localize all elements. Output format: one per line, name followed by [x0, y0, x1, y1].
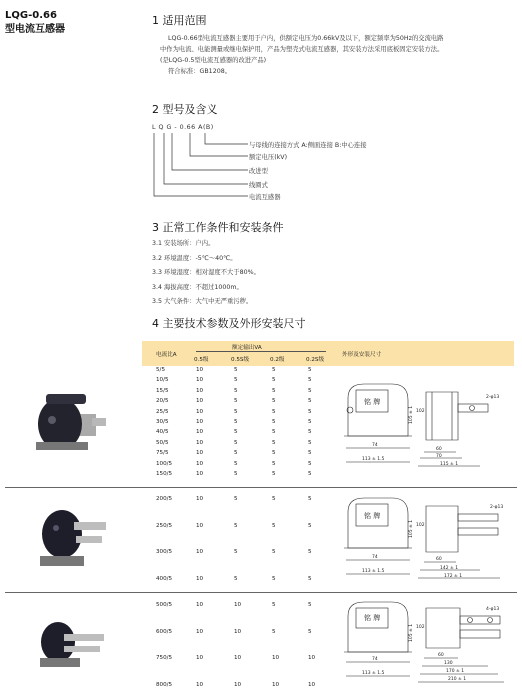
group-divider — [5, 592, 517, 593]
output-cell: 10 — [234, 655, 242, 662]
output-cell: 5 — [308, 460, 312, 467]
output-cell: 10 — [196, 439, 204, 446]
dim-width-d: 115 ± 1 — [440, 462, 459, 467]
coil-body — [41, 622, 75, 662]
dimension-drawing-1 — [340, 378, 518, 472]
output-cell: 10 — [196, 408, 204, 415]
output-cell: 5 — [308, 522, 312, 529]
dim-hole: 4-φ13 — [486, 607, 500, 612]
ratio-cell: 400/5 — [156, 575, 173, 582]
base-plate — [40, 658, 80, 667]
output-cell: 5 — [234, 450, 238, 457]
ratio-cell: 250/5 — [156, 522, 173, 529]
dim-width-d: 170 ± 1 — [446, 669, 465, 674]
output-cell: 5 — [308, 408, 312, 415]
ratio-cell: 75/5 — [156, 450, 169, 457]
hole-icon — [488, 618, 493, 623]
ratio-cell: 150/5 — [156, 471, 173, 477]
output-cell: 5 — [234, 496, 238, 502]
dim-height: 102 — [416, 409, 425, 414]
output-cell: 5 — [308, 367, 312, 373]
section-1-line: 中作为电流、电能测量或继电保护用，产品为塑壳式电流互感器，其安装方法采用底板固定安装方法。 — [160, 46, 444, 53]
product-photo-2 — [28, 498, 112, 578]
front-outline — [348, 384, 408, 436]
ratio-cell: 600/5 — [156, 628, 173, 635]
leader-voltage — [190, 133, 248, 156]
ratio-cell: 500/5 — [156, 602, 173, 608]
output-cell: 5 — [272, 408, 276, 415]
output-cell: 10 — [234, 602, 242, 608]
ratio-cell: 15/5 — [156, 387, 169, 394]
product-model: LQG-0.66 — [5, 10, 57, 21]
top-bar — [46, 394, 86, 404]
output-cell: 10 — [196, 398, 204, 405]
output-cell: 5 — [272, 387, 276, 394]
output-cell: 5 — [234, 460, 238, 467]
ratio-cell: 5/5 — [156, 367, 166, 373]
dim-width-total: 113 ± 1.5 — [362, 569, 385, 574]
section-1-title: 1 适用范围 — [152, 14, 207, 27]
dim-height: 102 — [416, 523, 425, 528]
terminal-outline — [460, 616, 500, 624]
section-1-body — [160, 33, 520, 77]
output-cell: 5 — [234, 377, 238, 384]
terminal-outline — [458, 528, 498, 535]
condition-item: 3.3 环境湿度：相对湿度不大于80%。 — [152, 269, 260, 276]
ratio-cell: 100/5 — [156, 460, 173, 467]
dim-width-d: 172 ± 1 — [444, 574, 463, 579]
copper-bar — [76, 536, 102, 543]
output-cell: 10 — [196, 602, 204, 608]
terminal-outline — [458, 404, 488, 412]
dimension-drawing-2 — [340, 494, 518, 582]
header-rated-output: 额定输出VA — [232, 345, 262, 351]
output-cell: 5 — [272, 471, 276, 477]
front-outline — [348, 498, 408, 548]
output-cell: 10 — [196, 367, 204, 373]
output-cell: 5 — [308, 575, 312, 582]
output-cell: 10 — [196, 496, 204, 502]
dim-width-b: 60 — [438, 653, 444, 658]
dim-height-total: 105 ± 1 — [409, 519, 414, 538]
dim-height: 102 — [416, 625, 425, 630]
ratio-cell: 50/5 — [156, 439, 169, 446]
dim-width-a: 74 — [372, 657, 378, 662]
ratio-cell: 30/5 — [156, 419, 169, 425]
code-label-voltage: 额定电压(kV) — [249, 154, 288, 161]
leader-improved — [172, 133, 248, 170]
output-cell: 5 — [272, 419, 276, 425]
ratio-cell: 25/5 — [156, 408, 169, 415]
output-cell: 10 — [196, 387, 204, 394]
output-cell: 5 — [272, 602, 276, 608]
dim-width-c: 70 — [436, 454, 442, 459]
output-cell: 5 — [308, 439, 312, 446]
section-1-line: (是LQG-0.5型电流互感器的改进产品) — [160, 57, 267, 64]
terminal-screw — [48, 416, 56, 424]
leader-coil — [164, 133, 248, 184]
output-cell: 5 — [308, 398, 312, 405]
header-ratio: 电流比A — [156, 352, 177, 358]
output-cell: 10 — [196, 575, 204, 582]
output-cell: 5 — [234, 471, 238, 477]
base-plate — [40, 556, 84, 566]
nameplate-label: 铭 牌 — [364, 512, 381, 520]
output-cell: 5 — [272, 450, 276, 457]
side-outline — [426, 506, 458, 552]
dim-width-c: 142 ± 1 — [440, 566, 459, 571]
dim-height-total: 105 ± 1 — [409, 405, 414, 424]
section-3-title: 3 正常工作条件和安装条件 — [152, 221, 284, 234]
output-cell: 10 — [272, 655, 280, 662]
output-cell: 5 — [272, 439, 276, 446]
output-cell: 5 — [234, 387, 238, 394]
output-cell: 5 — [234, 575, 238, 582]
output-cell: 5 — [308, 450, 312, 457]
ratio-cell: 300/5 — [156, 549, 173, 555]
output-cell: 10 — [196, 549, 204, 555]
output-cell: 10 — [196, 471, 204, 477]
header-class: 0.5S级 — [231, 357, 250, 363]
ratio-cell: 20/5 — [156, 398, 169, 405]
model-code: L Q G - 0.66 A(B) — [152, 124, 214, 131]
output-cell: 5 — [308, 387, 312, 394]
output-cell: 10 — [196, 460, 204, 467]
code-label-improved: 改进型 — [249, 168, 268, 175]
output-cell: 5 — [234, 429, 238, 436]
dim-width-total: 113 ± 1.5 — [362, 457, 385, 462]
nameplate-label: 铭 牌 — [364, 398, 381, 406]
hole-icon — [470, 406, 475, 411]
product-title — [5, 9, 65, 37]
section-1-standard: 符合标准：GB1208。 — [168, 68, 232, 75]
output-cell: 5 — [234, 408, 238, 415]
ratio-cell: 40/5 — [156, 429, 169, 436]
product-photo-1 — [22, 380, 112, 462]
output-cell: 5 — [308, 429, 312, 436]
output-cell: 10 — [234, 628, 242, 635]
section-1-line: LQG-0.66型电流互感器主要用于户内，供额定电压为0.66kV及以下，额定频率为50Hz的交流电路 — [168, 35, 444, 42]
ratio-cell: 200/5 — [156, 496, 173, 502]
copper-bar — [64, 646, 100, 652]
dim-width-a: 74 — [372, 443, 378, 448]
dimension-drawing-3 — [340, 598, 518, 688]
base-plate — [36, 442, 88, 450]
header-class: 0.5级 — [194, 357, 209, 363]
output-cell: 5 — [308, 377, 312, 384]
output-cell: 5 — [234, 439, 238, 446]
nameplate-label: 铭 牌 — [364, 614, 381, 622]
output-cell: 10 — [234, 681, 242, 688]
dim-width-a: 74 — [372, 555, 378, 560]
ratio-cell: 10/5 — [156, 377, 169, 384]
output-cell: 10 — [308, 681, 316, 688]
header-dimensions: 外形及安装尺寸 — [342, 352, 382, 358]
output-cell: 10 — [196, 681, 204, 688]
dim-width-c: 130 — [444, 661, 453, 666]
output-cell: 10 — [196, 450, 204, 457]
output-cell: 10 — [308, 655, 316, 662]
code-label-coil: 线圈式 — [249, 182, 268, 189]
output-cell: 5 — [272, 398, 276, 405]
output-cell: 5 — [234, 419, 238, 425]
front-outline — [348, 602, 408, 652]
output-cell: 5 — [272, 522, 276, 529]
output-cell: 5 — [308, 496, 312, 502]
header-class: 0.2级 — [270, 357, 285, 363]
output-cell: 5 — [308, 419, 312, 425]
output-cell: 5 — [234, 398, 238, 405]
terminal — [92, 418, 106, 426]
output-cell: 10 — [196, 377, 204, 384]
side-outline — [426, 608, 460, 648]
condition-item: 3.1 安装场所：户内。 — [152, 240, 215, 247]
group-divider — [5, 487, 517, 488]
dim-height-total: 105 ± 1 — [409, 623, 414, 642]
output-cell: 5 — [308, 602, 312, 608]
output-cell: 10 — [196, 628, 204, 635]
output-cell: 5 — [272, 377, 276, 384]
dim-hole: 2-φ13 — [490, 505, 504, 510]
dim-width-b: 60 — [436, 557, 442, 562]
output-cell: 5 — [308, 628, 312, 635]
dim-width-b: 60 — [436, 447, 442, 452]
output-cell: 5 — [308, 549, 312, 555]
output-cell: 5 — [272, 496, 276, 502]
output-cell: 5 — [272, 460, 276, 467]
output-cell: 10 — [196, 419, 204, 425]
output-cell: 10 — [196, 655, 204, 662]
output-cell: 10 — [196, 429, 204, 436]
section-3-list — [152, 237, 260, 310]
copper-bar — [74, 522, 106, 530]
model-code-leader-lines — [150, 130, 250, 202]
code-label-ct: 电流互感器 — [249, 194, 281, 201]
output-cell: 5 — [272, 367, 276, 373]
output-cell: 5 — [234, 367, 238, 373]
header-rule — [196, 351, 326, 352]
output-cell: 5 — [272, 429, 276, 436]
dim-width-e: 210 ± 1 — [448, 677, 467, 682]
condition-item: 3.2 环境温度：-5℃～40℃。 — [152, 254, 237, 262]
section-2-title: 2 型号及含义 — [152, 103, 218, 116]
ratio-cell: 750/5 — [156, 655, 173, 662]
output-cell: 10 — [196, 522, 204, 529]
output-cell: 5 — [272, 549, 276, 555]
ratio-cell: 800/5 — [156, 681, 173, 688]
condition-item: 3.5 大气条件：大气中无严重污秽。 — [152, 298, 253, 305]
leader-connection — [205, 133, 248, 144]
product-name: 型电流互感器 — [5, 24, 65, 35]
output-cell: 5 — [234, 522, 238, 529]
product-photo-3 — [28, 606, 112, 678]
leader-ct — [154, 133, 248, 196]
terminal-outline — [458, 514, 498, 521]
coil-body — [42, 510, 82, 558]
output-cell: 10 — [272, 681, 280, 688]
dim-width-total: 113 ± 1.5 — [362, 671, 385, 676]
header-class: 0.2S级 — [306, 357, 325, 363]
hole-icon — [468, 618, 473, 623]
terminal-outline — [460, 630, 500, 638]
output-cell: 5 — [308, 471, 312, 477]
output-cell: 5 — [272, 628, 276, 635]
section-4-title: 4 主要技术参数及外形安装尺寸 — [152, 317, 306, 330]
dim-hole: 2-φ13 — [486, 395, 500, 400]
side-outline — [426, 392, 458, 440]
output-cell: 5 — [234, 549, 238, 555]
code-label-connection: 与母线的连接方式 A:侧面连接 B:中心连接 — [249, 142, 367, 149]
terminal-screw — [53, 525, 59, 531]
condition-item: 3.4 海拔高度：不超过1000m。 — [152, 283, 243, 291]
copper-bar — [64, 634, 104, 641]
output-cell: 5 — [272, 575, 276, 582]
